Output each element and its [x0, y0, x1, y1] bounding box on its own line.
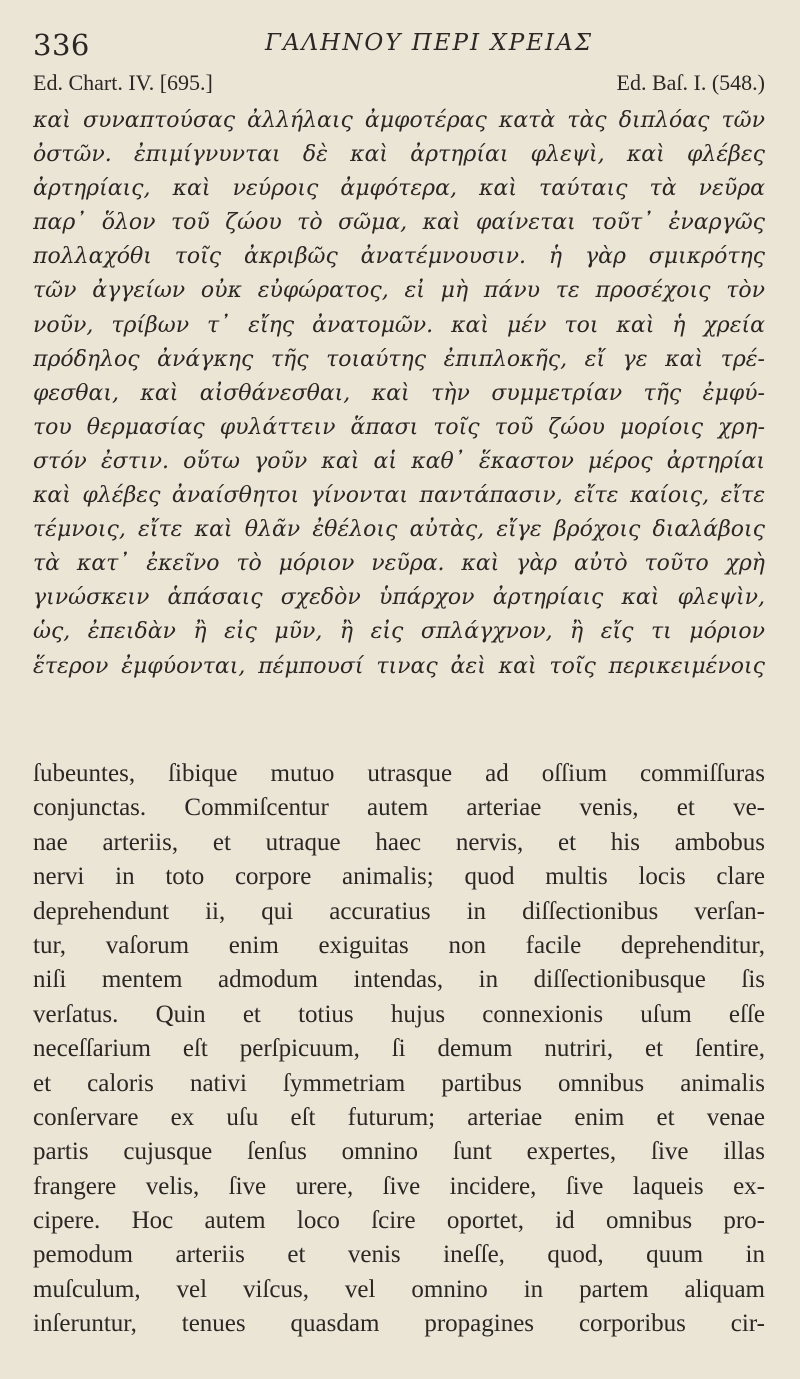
greek-text-line: πολλαχόθι τοῖς ἀκριβῶς ἀνατέμνουσιν. ἡ γὰρ σμικρότης — [33, 244, 765, 270]
greek-text-line: ὀστῶν. ἐπιμίγνυνται δὲ καὶ ἀρτηρίαι φλεψὶ, καὶ φλέβες — [33, 142, 765, 168]
greek-text-line: τῶν ἀγγείων οὐκ εὐφώρατος, εἰ μὴ πάνυ τε προσέχοις τὸν — [33, 278, 765, 304]
latin-text-line: inſeruntur, tenues quasdam propagines corporibus cir- — [33, 1310, 765, 1338]
greek-text-line: καὶ συναπτούσας ἀλλήλαις ἀμφοτέρας κατὰ τὰς διπλόας τῶν — [33, 108, 765, 133]
edition-chart-reference: Ed. Chart. IV. [695.] — [33, 70, 213, 95]
latin-text-line: deprehendunt ii, qui accuratius in diſſectionibus verſan- — [33, 897, 765, 925]
page-header — [33, 28, 765, 64]
page-number: 336 — [33, 28, 90, 62]
greek-text-line: παρ᾽ ὅλον τοῦ ζώου τὸ σῶμα, καὶ φαίνεται τοῦτ᾽ ἐναργῶς — [33, 210, 765, 236]
greek-text-line: γινώσκειν ἁπάσαις σχεδὸν ὑπάρχον ἀρτηρίαις καὶ φλεψὶν, — [33, 585, 765, 611]
latin-text-line: conjunctas. Commiſcentur autem arteriae venis, et ve- — [33, 794, 765, 822]
latin-text-line: et caloris nativi ſymmetriam partibus omnibus animalis — [33, 1069, 765, 1097]
latin-text-line: neceſſarium eſt perſpicuum, ſi demum nutriri, et ſentire, — [33, 1035, 765, 1063]
greek-text-block — [33, 104, 765, 684]
greek-text-line: καὶ φλέβες ἀναίσθητοι γίνονται παντάπασιν, εἴτε καίοις, εἴτε — [33, 483, 765, 509]
latin-text-line: pemodum arteriis et venis ineſſe, quod, quum in — [33, 1241, 765, 1269]
greek-text-line: τὰ κατ᾽ ἐκεῖνο τὸ μόριον νεῦρα. καὶ γὰρ αὐτὸ τοῦτο χρὴ — [33, 551, 765, 577]
edition-reference-line — [33, 70, 765, 100]
latin-text-line: partis cujusque ſenſus omnino ſunt expertes, ſive illas — [33, 1138, 765, 1166]
running-title: ΓΑΛΗΝΟΥ ΠΕΡΙ ΧΡΕΙΑΣ — [264, 30, 594, 56]
latin-text-line: cipere. Hoc autem loco ſcire oportet, id omnibus pro- — [33, 1207, 765, 1235]
greek-text-line: στόν ἐστιν. οὕτω γοῦν καὶ αἱ καθ᾽ ἕκαστον μέρος ἀρτηρίαι — [33, 448, 765, 474]
greek-text-line: ἕτερον ἐμφύονται, πέμπουσί τινας ἀεὶ καὶ τοῖς περικειμένοις — [33, 653, 765, 679]
latin-text-line: conſervare ex uſu eſt futurum; arteriae enim et venae — [33, 1103, 765, 1131]
edition-basel-reference: Ed. Baſ. I. (548.) — [616, 70, 765, 95]
greek-text-line: ὡς, ἐπειδὰν ἢ εἰς μῦν, ἢ εἰς σπλάγχνον, ἢ εἴς τι μόριον — [33, 619, 765, 645]
latin-text-line: tur, vaſorum enim exiguitas non facile deprehenditur, — [33, 931, 765, 959]
latin-text-line: frangere velis, ſive urere, ſive incidere, ſive laqueis ex- — [33, 1172, 765, 1200]
greek-text-line: του θερμασίας φυλάττειν ἅπασι τοῖς τοῦ ζώου μορίοις χρη- — [33, 414, 765, 440]
latin-text-line: nae arteriis, et utraque haec nervis, et his ambobus — [33, 828, 765, 856]
latin-text-line: niſi mentem admodum intendas, in diſſectionibusque ſis — [33, 966, 765, 994]
latin-text-line: ſubeuntes, ſibique mutuo utrasque ad oſſium commiſſuras — [33, 760, 765, 787]
latin-text-line: nervi in toto corpore animalis; quod multis locis clare — [33, 863, 765, 891]
greek-text-line: ἀρτηρίαις, καὶ νεύροις ἀμφότερα, καὶ ταύταις τὰ νεῦρα — [33, 176, 765, 202]
greek-text-line: τέμνοις, εἴτε καὶ θλᾶν ἐθέλοις αὐτὰς, εἴγε βρόχοις διαλάβοις — [33, 517, 765, 543]
latin-text-line: muſculum, vel viſcus, vel omnino in partem aliquam — [33, 1275, 765, 1303]
latin-text-line: verſatus. Quin et totius hujus connexionis uſum eſſe — [33, 1000, 765, 1028]
latin-text-block — [33, 757, 765, 1342]
greek-text-line: πρόδηλος ἀνάγκης τῆς τοιαύτης ἐπιπλοκῆς, εἴ γε καὶ τρέ- — [33, 346, 765, 372]
greek-text-line: νοῦν, τρίβων τ᾽ εἴης ἀνατομῶν. καὶ μέν τοι καὶ ἡ χρεία — [33, 312, 765, 338]
greek-text-line: φεσθαι, καὶ αἰσθάνεσθαι, καὶ τὴν συμμετρίαν τῆς ἐμφύ- — [33, 380, 765, 406]
